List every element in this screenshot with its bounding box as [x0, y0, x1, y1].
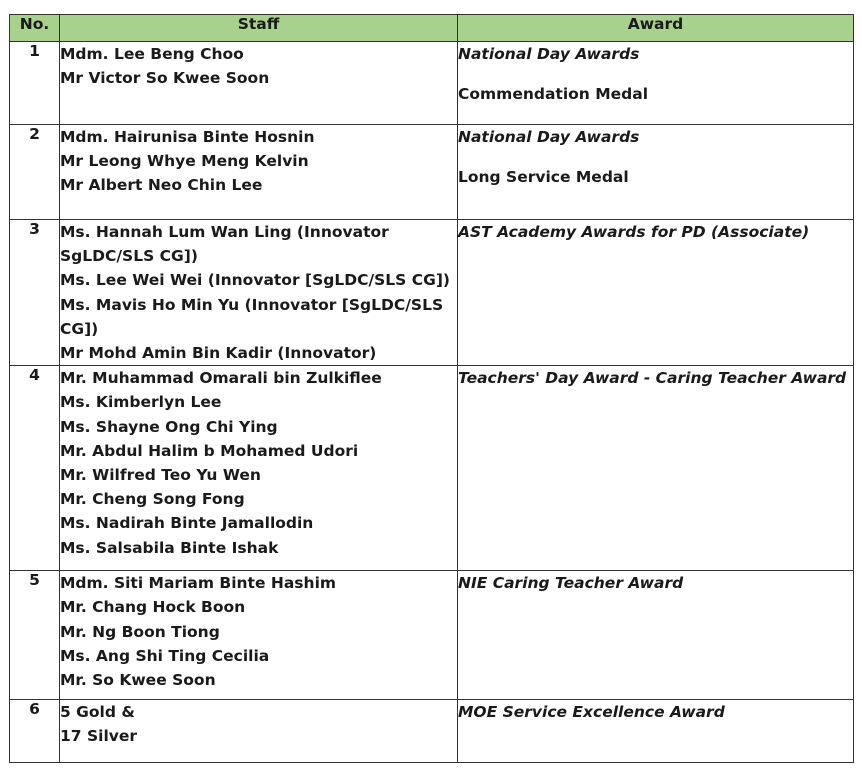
- staff-name: Mr. Cheng Song Fong: [60, 490, 245, 509]
- staff-name: Ms. Lee Wei Wei (Innovator [SgLDC/SLS CG]): [60, 271, 450, 290]
- row-number: 1: [10, 42, 60, 125]
- award-medal: Commendation Medal: [458, 85, 649, 103]
- staff-name: Ms. Kimberlyn Lee: [60, 393, 222, 412]
- table-body: [10, 42, 854, 763]
- row-number: 2: [10, 125, 60, 220]
- award-cell: [458, 42, 854, 125]
- table-row: [10, 42, 854, 125]
- award-cell: [458, 366, 854, 571]
- staff-name: Mr Leong Whye Meng Kelvin: [60, 152, 309, 171]
- staff-name: Ms. Nadirah Binte Jamallodin: [60, 514, 314, 533]
- staff-cell: [60, 571, 458, 700]
- award-title: National Day Awards: [458, 45, 640, 63]
- header-award: Award: [458, 15, 854, 42]
- row-number: 6: [10, 700, 60, 763]
- header-no: No.: [10, 15, 60, 42]
- award-title: NIE Caring Teacher Award: [458, 574, 684, 593]
- staff-name: Mr Mohd Amin Bin Kadir (Innovator): [60, 344, 377, 363]
- staff-cell: [60, 42, 458, 125]
- table-row: [10, 220, 854, 366]
- row-number: 3: [10, 220, 60, 366]
- row-number: 5: [10, 571, 60, 700]
- staff-name: Ms. Mavis Ho Min Yu (Innovator [SgLDC/SLS CG]): [60, 295, 444, 338]
- header-row: [10, 15, 854, 42]
- award-cell: [458, 571, 854, 700]
- staff-name: Mr. So Kwee Soon: [60, 671, 216, 690]
- award-medal: Long Service Medal: [458, 168, 629, 186]
- staff-name: Ms. Shayne Ong Chi Ying: [60, 417, 278, 436]
- table-row: [10, 125, 854, 220]
- table-row: [10, 700, 854, 763]
- award-title: AST Academy Awards for PD (Associate): [458, 223, 810, 241]
- table-row: [10, 366, 854, 571]
- award-cell: [458, 125, 854, 220]
- staff-count: 17 Silver: [60, 727, 138, 746]
- award-cell: [458, 700, 854, 763]
- staff-name: Mr. Ng Boon Tiong: [60, 622, 220, 641]
- award-cell: [458, 220, 854, 366]
- award-title: MOE Service Excellence Award: [458, 703, 725, 722]
- awards-table: [9, 14, 854, 763]
- staff-cell: [60, 366, 458, 571]
- staff-name: Mr Albert Neo Chin Lee: [60, 176, 263, 195]
- staff-cell: [60, 220, 458, 366]
- staff-name: Ms. Hannah Lum Wan Ling (Innovator SgLDC/SLS CG]): [60, 223, 389, 266]
- staff-count: 5 Gold &: [60, 703, 135, 722]
- row-number: 4: [10, 366, 60, 571]
- staff-name: Mr. Chang Hock Boon: [60, 598, 246, 617]
- staff-name: Mr. Abdul Halim b Mohamed Udori: [60, 441, 359, 460]
- award-title: National Day Awards: [458, 128, 640, 146]
- staff-name: Mr. Muhammad Omarali bin Zulkiflee: [60, 369, 382, 388]
- staff-cell: [60, 700, 458, 763]
- staff-name: Mdm. Hairunisa Binte Hosnin: [60, 128, 315, 146]
- staff-name: Mr. Wilfred Teo Yu Wen: [60, 466, 261, 485]
- staff-cell: [60, 125, 458, 220]
- staff-name: Mdm. Lee Beng Choo: [60, 45, 244, 63]
- header-staff: Staff: [60, 15, 458, 42]
- staff-name: Ms. Salsabila Binte Ishak: [60, 538, 279, 557]
- staff-name: Ms. Ang Shi Ting Cecilia: [60, 646, 270, 665]
- table-row: [10, 571, 854, 700]
- staff-name: Mr Victor So Kwee Soon: [60, 69, 270, 88]
- award-title: Teachers' Day Award - Caring Teacher Award: [458, 369, 847, 388]
- staff-name: Mdm. Siti Mariam Binte Hashim: [60, 574, 337, 593]
